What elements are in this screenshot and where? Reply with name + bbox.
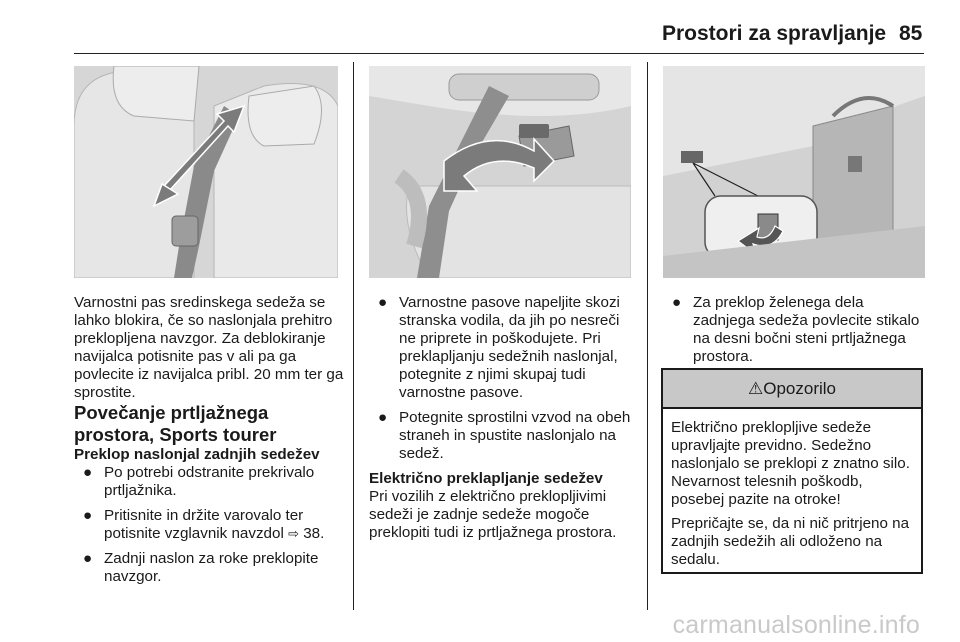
warning-header bbox=[663, 370, 921, 409]
bullet-icon: ● bbox=[378, 409, 388, 426]
list-item: ● Varnostne pasove napeljite skozi stranska vodila, da jih po nesreči ne priprete in poškodujete. Pri preklapljanju sedežnih naslonjal, potegnite z njimi skupaj tudi varnostne pasove. bbox=[378, 294, 620, 401]
warning-paragraph: Prepričajte se, da ni nič pritrjeno na zadnjih sedežih ali odloženo na sedalu. bbox=[671, 515, 910, 568]
list-item: ● Po potrebi odstranite prekrivalo prtljažnika. bbox=[83, 464, 315, 499]
bullet-icon: ● bbox=[83, 507, 93, 524]
list-item: ● Pritisnite in držite varovalo ter potisnite vzglavnik navzdol ⇨ 38. bbox=[83, 507, 325, 542]
bullet-icon: ● bbox=[672, 294, 682, 311]
list-item: ● Za preklop želenega dela zadnjega sedeža povlecite stikalo na desni bočni steni prtljažnega prostora. bbox=[672, 294, 920, 365]
column-divider-1 bbox=[353, 62, 354, 610]
subsection-heading: Električno preklapljanje sedežev bbox=[369, 470, 603, 487]
bullet-icon: ● bbox=[378, 294, 388, 311]
page-reference[interactable]: 38. bbox=[303, 525, 325, 542]
header-rule bbox=[74, 53, 924, 54]
figure-switch-illustration bbox=[663, 66, 925, 278]
warning-triangle-icon: ⚠ bbox=[747, 379, 764, 398]
watermark: carmanualsonline.info bbox=[672, 611, 920, 639]
warning-body bbox=[663, 409, 921, 569]
column-2 bbox=[369, 294, 635, 542]
warning-paragraph: Električno preklopljive sedeže upravljajte previdno. Sedežno naslonjalo se preklopi z znatno silo. Nevarnost telesnih poškodb, posebej pazite na otroke! bbox=[671, 419, 910, 508]
page-reference-arrow-icon: ⇨ bbox=[288, 526, 299, 541]
section-title: Prostori za spravljanje bbox=[662, 22, 887, 45]
column-1 bbox=[74, 294, 344, 593]
warning-box bbox=[661, 368, 923, 574]
section-heading: Povečanje prtljažnega prostora, Sports tourer bbox=[74, 402, 277, 445]
figure-lever-illustration bbox=[369, 66, 631, 278]
warning-title: Opozorilo bbox=[763, 379, 836, 398]
page-number: 85 bbox=[899, 22, 923, 45]
figure-luggage-switch bbox=[663, 66, 925, 278]
column-divider-2 bbox=[647, 62, 648, 610]
column-3 bbox=[663, 294, 925, 373]
figure-release-lever bbox=[369, 66, 631, 278]
list-item: ● Potegnite sprostilni vzvod na obeh straneh in spustite naslonjalo na sedež. bbox=[378, 409, 631, 462]
paragraph: Pri vozilih z električno preklopljivimi sedeži je zadnje sedeže mogoče preklopiti tudi iz prtljažnega prostora. bbox=[369, 488, 617, 541]
list-item: ● Zadnji naslon za roke preklopite navzgor. bbox=[83, 550, 319, 585]
bullet-icon: ● bbox=[83, 464, 93, 481]
page-header bbox=[0, 0, 960, 56]
figure-seatbelt-illustration bbox=[74, 66, 338, 278]
figure-seatbelt-headrest bbox=[74, 66, 338, 278]
subsection-heading: Preklop naslonjal zadnjih sedežev bbox=[74, 446, 320, 463]
intro-paragraph: Varnostni pas sredinskega sedeža se lahko blokira, če so naslonjala prehitro preklopljena navzgor. Za deblokiranje navijalca potisnite pas v ali pa ga povlecite iz navijalca pribl. 20 mm ter ga sprostite. bbox=[74, 294, 344, 401]
bullet-icon: ● bbox=[83, 550, 93, 567]
